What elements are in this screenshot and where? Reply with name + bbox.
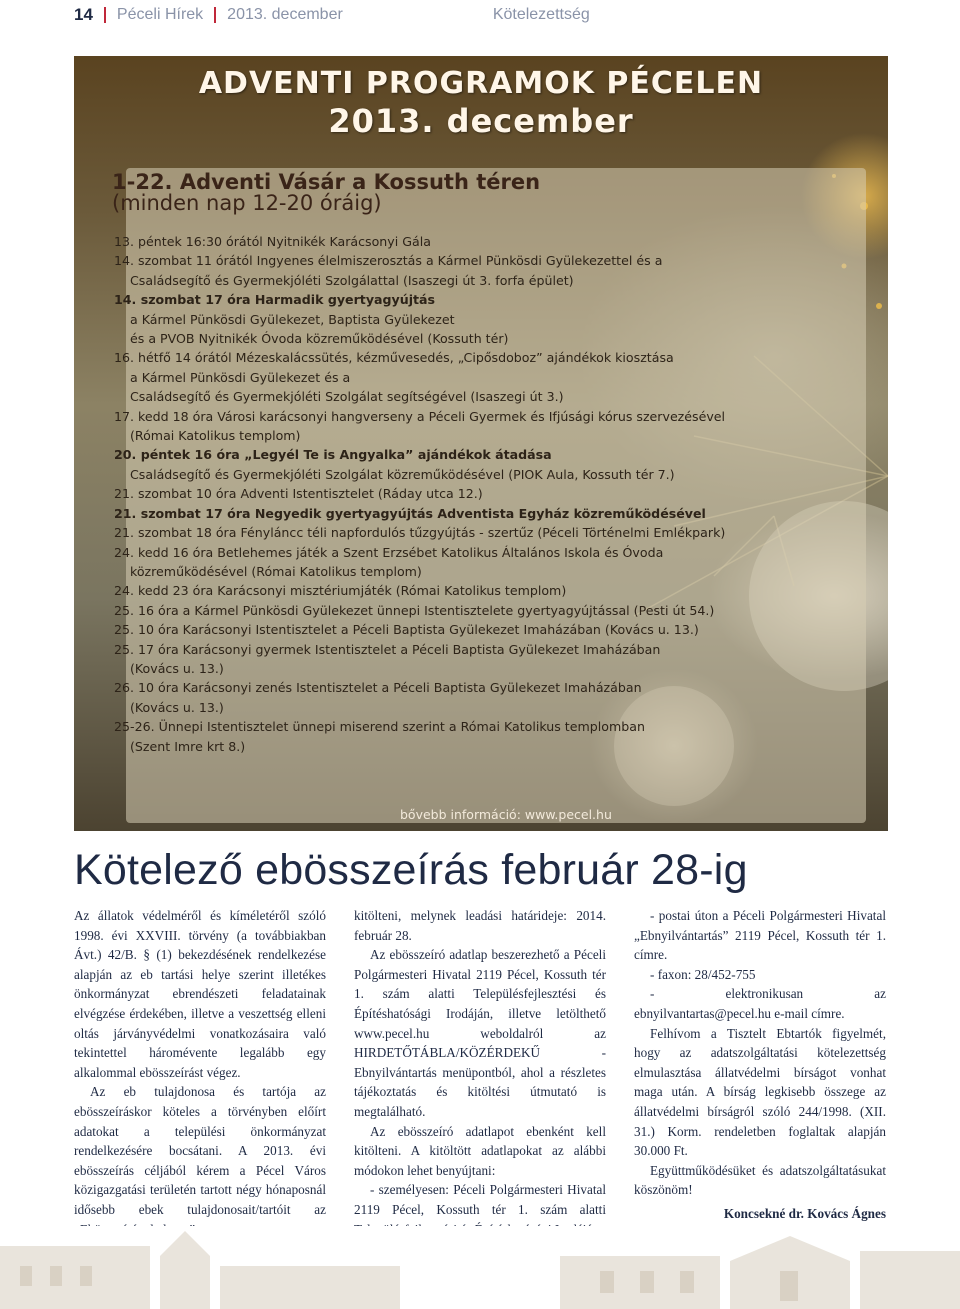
paragraph: - személyesen: Péceli Polgármesteri Hivatal 2119 Pécel, Kossuth tér 1. szám alatti (354, 1182, 606, 1217)
event-item: 21. szombat 17 óra Negyedik gyertyagyújtás Adventista Egyház közreműködésével (114, 505, 706, 521)
event-item: 20. péntek 16 óra „Legyél Te is Angyalka” ajándékok átadása (114, 447, 552, 463)
event-list (114, 232, 874, 756)
poster-subtitle: 2013. december (328, 102, 634, 140)
paragraph: Az ebösszeíró adatlap beszerezhető a Péceli Polgármesteri Hivatal 2119 Pécel, Kossuth tér 1. szám alatti Településfejlesztési és Építéshatósági Irodáján, illetve letölthető www.pecel.hu weboldalról az HIRDETŐTÁBLA/KÖZÉRDEKŰ - Ebnyilvántartás menüpontból, ahol a részletes tájékoztatás és kitöltési útmutató is megtalálható. (354, 947, 606, 1119)
page-number: 14 (74, 5, 93, 24)
article-body (74, 906, 888, 1243)
paragraph: Az ebösszeíró adatlapot ebenként kell kitölteni. A kitöltött adatlapokat az alábbi módokon lehet benyújtani: (354, 1123, 606, 1178)
event-item: 24. kedd 16 óra Betlehemes játék a Szent Erzsébet Katolikus Általános Iskola és Óvoda (114, 544, 664, 560)
event-item: 21. szombat 18 óra Fényláncc téli napfordulós tűzgyújtás - szertűz (Péceli Történelmi Emlékpark) (114, 525, 726, 541)
event-item: 25-26. Ünnepi Istentisztelet ünnepi miserend szerint a Római Katolikus templomban (114, 719, 645, 735)
event-item: (Kovács u. 13.) (130, 660, 224, 676)
signature-name: Koncsekné dr. Kovács Ágnes (723, 1205, 886, 1221)
event-item: a Kármel Pünkösdi Gyülekezet és a (130, 369, 351, 385)
event-item: 25. 10 óra Karácsonyi Istentisztelet a Péceli Baptista Gyülekezet Imaházában (Kovács u. 13.) (114, 622, 699, 638)
section-name: Kötelezettség (492, 6, 590, 23)
event-item: a Kármel Pünkösdi Gyülekezet, Baptista Gyülekezet (130, 311, 455, 327)
advent-poster (74, 56, 888, 831)
event-item: 14. szombat 11 órától Ingyenes élelmiszerosztás a Kármel Pünkösdi Gyülekezettel és a (114, 253, 663, 269)
event-item: Családsegítő és Gyermekjóléti Szolgálat közreműködésével (PIOK Aula, Kossuth tér 7.) (130, 466, 675, 482)
event-item: 17. kedd 18 óra Városi karácsonyi hangverseny a Péceli Gyermek és Ifjúsági kórus szervezésével (114, 408, 726, 424)
page-header (74, 2, 886, 28)
event-item: 13. péntek 16:30 órától Nyitnikék Karácsonyi Gála (114, 234, 431, 249)
event-item: 25. 17 óra Karácsonyi gyermek Istentisztelet a Péceli Baptista Gyülekezet Imaházában (114, 641, 661, 657)
paragraph: Az állatok védelméről és kíméletéről szóló 1998. évi XXVIII. törvény (a továbbiakban Ávt.) 42/B. § (1) bekezdésének rendelkezése alapján az eb tartási helye szerint illetékes önkormányzat ebrendészeti feladatainak elvégzése érdekében, illetve a veszettség elleni oltás járványvédelmi vonatkozásaira való tekintettel háromévente legalább egy alkalommal ebösszeírást végez. (74, 908, 326, 1080)
advent-market-heading: 1-22. Adventi Vásár a Kossuth téren (minden nap 12-20 óráig) (112, 170, 541, 215)
event-item: 14. szombat 17 óra Harmadik gyertyagyújtás (114, 292, 436, 308)
article-column-2 (354, 906, 606, 1243)
paragraph: Felhívom a Tisztelt Ebtartók figyelmét, hogy az adatszolgáltatási kötelezettség elmulasztása állatvédelmi bírságot vonhat maga után. A bírság legkisebb összege az állatvédelmi bírságról szóló 244/1998. (XII. 31.) Korm. rendeletben foglaltak alapján 30.000 Ft. (634, 1025, 886, 1159)
event-item: Családsegítő és Gyermekjóléti Szolgálat segítségével (Isaszegi út 3.) (130, 389, 564, 405)
event-item: Családsegítő és Gyermekjóléti Szolgálattal (Isaszegi út 3. forfa épület) (130, 272, 574, 288)
paragraph: kitölteni, melynek leadási határideje: 2014. február 28. (354, 908, 606, 943)
paragraph: - postai úton a Péceli Polgármesteri Hivatal „Ebnyilvántartás” 2119 Pécel, Kossuth tér 1. címre. (634, 908, 886, 963)
article-column-1 (74, 906, 326, 1243)
event-item: közreműködésével (Római Katolikus templom) (130, 563, 422, 579)
issue-date: 2013. december (227, 6, 343, 23)
paragraph: Együttműködésüket és adatszolgáltatásukat köszönöm! (634, 1162, 886, 1198)
publication-name: Péceli Hírek (116, 6, 204, 23)
paragraph: - faxon: 28/452-755 (650, 966, 756, 982)
event-item: 26. 10 óra Karácsonyi zenés Istentisztelet a Péceli Baptista Gyülekezet Imaházában (114, 680, 642, 696)
article-title: Kötelező ebösszeírás február 28-ig (74, 846, 748, 894)
event-item: 16. hétfő 14 órától Mézeskalácssütés, kézművesedés, „Cipősdoboz” ajándékok kiosztása (114, 350, 674, 366)
paragraph: Az eb tulajdonosa és tartója az ebösszeíráskor köteles a törvényben előírt adatokat a települési önkormányzat rendelkezésére bocsátani. A 2013. évi ebösszeírás céljából kérem a Pécel Város közigazgatási területén tartott négy hónaposnál idősebb ebek tulajdonosait/tartóit az (74, 1084, 326, 1217)
article-column-3 (634, 906, 886, 1243)
paragraph: - elektronikusan az ebnyilvantartas@pecel.hu e-mail címre. (634, 986, 886, 1021)
event-item: 25. 16 óra a Kármel Pünkösdi Gyülekezet ünnepi Istentisztelete gyertyagyújtással (Pesti út 54.) (114, 602, 715, 618)
town-buildings-illustration (0, 1226, 960, 1309)
event-item: 21. szombat 10 óra Adventi Istentisztelet (Ráday utca 12.) (114, 486, 483, 502)
event-item: (Szent Imre krt 8.) (130, 738, 246, 754)
event-item: (Római Katolikus templom) (130, 428, 301, 444)
event-item: (Kovács u. 13.) (130, 699, 224, 715)
poster-title: ADVENTI PROGRAMOK PÉCELEN (198, 66, 764, 101)
header-divider (104, 7, 106, 23)
event-item: és a PVOB Nyitnikék Óvoda közreműködésével (Kossuth tér) (130, 331, 509, 347)
event-item: 24. kedd 23 óra Karácsonyi misztériumjáték (Római Katolikus templom) (114, 583, 567, 599)
more-info-link[interactable]: bővebb információ: www.pecel.hu (400, 807, 612, 822)
header-divider (214, 7, 216, 23)
